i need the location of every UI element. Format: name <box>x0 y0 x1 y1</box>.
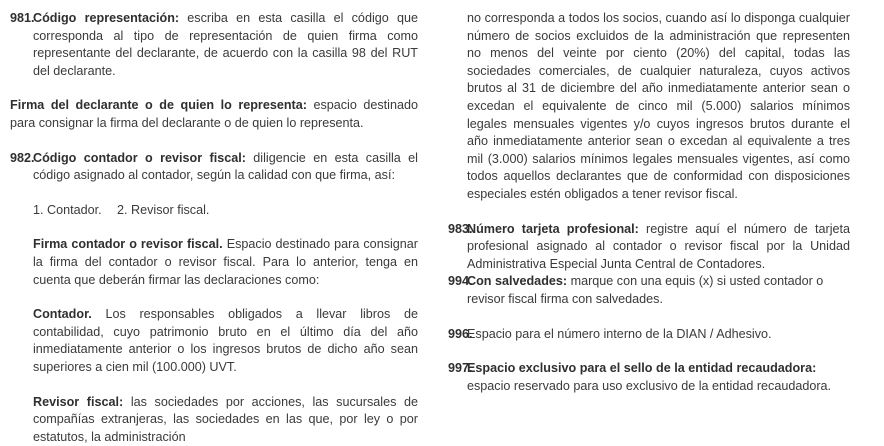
item-label: Firma del declarante o de quien lo representa: <box>10 98 307 112</box>
item-number: 981. <box>10 10 33 80</box>
revisor-continuation: no corresponda a todos los socios, cuando así lo disponga cualquier número de socios excluidos de la administración que representen no menos del veinte por ciento (20%) del capital, todas las sociedades comerciales, de cualquier naturaleza, cuyos activos brutos al 31 de diciembre del año inmediatamente anterior sean o excedan el equivalente de cinco mil (5.000) salarios mínimos legales mensuales vigentes y/o cuyos ingresos brutos durante el año inmediatamente anterior sean o excedan al equivalente a tres mil (3.000) salarios mínimos legales mensuales vigentes, así como todos aquellos declarantes que de conformidad con disposiciones especiales estén obligados a tener revisor fiscal. <box>467 10 850 204</box>
item-text: las sociedades por acciones, las sucursales de compañías extranjeras, las sociedades en las que, por ley o por estatutos, la administración <box>33 395 418 444</box>
item-number: 997. <box>448 360 467 395</box>
item-label: Número tarjeta profesional: <box>467 222 639 236</box>
option-revisor-fiscal: 2. Revisor fiscal. <box>117 202 209 220</box>
item-label: Con salvedades: <box>467 274 567 288</box>
contador-options <box>33 202 418 220</box>
item-number: 994. <box>448 273 467 308</box>
item-983 <box>448 221 850 274</box>
item-text: marque con una equis (x) si usted contador o revisor fiscal firma con salvedades. <box>467 274 823 306</box>
item-label: Revisor fiscal: <box>33 395 123 409</box>
firma-contador-paragraph <box>33 236 418 289</box>
item-text: registre aquí el número de tarjeta profesional asignado al contador o revisor fiscal por la Unidad Administrativa Especial Junta Central de Contadores. <box>467 222 850 271</box>
item-number: 996. <box>448 326 467 344</box>
item-text: escriba en esta casilla el código que corresponda al tipo de representación de quien firma como representante del declarante, de acuerdo con la casilla 98 del RUT del declarante. <box>33 11 418 78</box>
item-label: Código contador o revisor fiscal: <box>33 151 246 165</box>
option-contador: 1. Contador. <box>33 202 117 220</box>
item-981 <box>10 10 418 80</box>
item-text: espacio reservado para uso exclusivo de la entidad recaudadora. <box>467 379 831 393</box>
item-994 <box>448 273 850 308</box>
revisor-paragraph <box>33 394 418 446</box>
item-text: espacio destinado para consignar la firma del declarante o de quien lo representa. <box>10 98 418 130</box>
item-text: Los responsables obligados a llevar libros de contabilidad, cuyo patrimonio bruto en el último día del año inmediatamente anterior o los ingresos brutos de dicho año sean superiores a cien mil (100.000) UVT. <box>33 307 418 374</box>
item-number: 982. <box>10 150 33 185</box>
item-text: diligencie en esta casilla el código asignado al contador, según la calidad con que firma, así: <box>33 151 418 183</box>
contador-paragraph <box>33 306 418 376</box>
item-label: Espacio exclusivo para el sello de la entidad recaudadora: <box>467 361 816 375</box>
item-number: 983. <box>448 221 467 274</box>
right-column <box>448 10 850 395</box>
item-997 <box>448 360 850 395</box>
item-996 <box>448 326 850 344</box>
firma-declarante-paragraph <box>10 97 418 132</box>
item-label: Firma contador o revisor fiscal. <box>33 237 223 251</box>
item-text: Espacio para el número interno de la DIAN / Adhesivo. <box>467 326 850 344</box>
item-982 <box>10 150 418 185</box>
item-label: Código representación: <box>33 11 179 25</box>
item-text: Espacio destinado para consignar la firma del contador o revisor fiscal. Para lo anterior, tenga en cuenta que deberán firmar las declaraciones como: <box>33 237 418 286</box>
left-column <box>10 10 418 446</box>
item-label: Contador. <box>33 307 92 321</box>
